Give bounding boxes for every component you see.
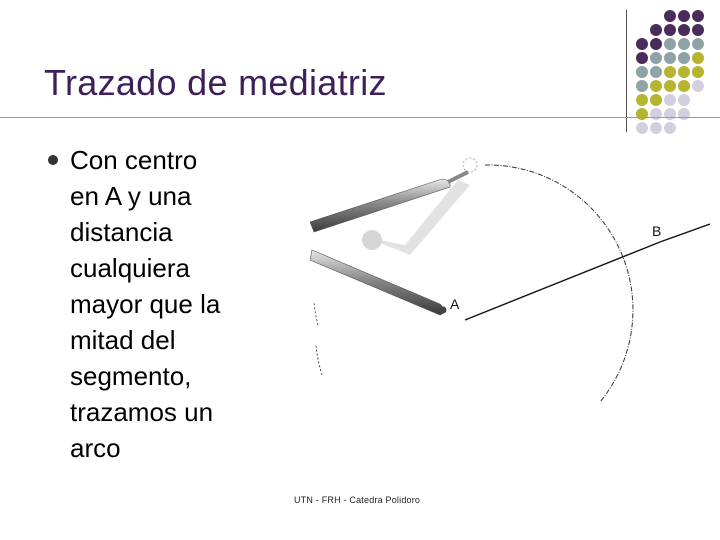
decorative-dot xyxy=(664,66,676,78)
bullet-text: Con centro en A y una distancia cualquiera mayor que la mitad del segmento, trazamos un arco xyxy=(70,145,221,463)
decorative-dot xyxy=(636,80,648,92)
compass-leg-lower xyxy=(310,250,444,315)
decorative-dot xyxy=(678,80,690,92)
decorative-dot xyxy=(692,10,704,22)
page-title: Trazado de mediatriz xyxy=(44,62,387,103)
decorative-dot xyxy=(650,38,662,50)
decorative-dot xyxy=(636,52,648,64)
decorative-dot xyxy=(636,108,648,120)
decorative-dot xyxy=(650,108,662,120)
decorative-dot xyxy=(678,66,690,78)
segment-ab xyxy=(465,242,660,320)
decorative-dot-grid xyxy=(612,8,720,134)
decorative-dot xyxy=(650,24,662,36)
pencil-tip-marker xyxy=(463,158,477,172)
compass-hinge-ghost xyxy=(362,230,382,250)
footer-text: UTN - FRH - Catedra Polidoro xyxy=(294,495,421,505)
decorative-dot xyxy=(692,52,704,64)
decorative-dot xyxy=(650,80,662,92)
decorative-dot xyxy=(678,94,690,106)
decorative-dot xyxy=(664,80,676,92)
compass-construction-figure xyxy=(310,150,710,420)
decorative-dot xyxy=(664,94,676,106)
decorative-dot xyxy=(692,80,704,92)
decorative-dot xyxy=(664,10,676,22)
decorative-dot xyxy=(664,24,676,36)
arc-left-upper xyxy=(314,302,318,325)
compass-needle-point xyxy=(440,307,447,314)
decorative-dot xyxy=(650,66,662,78)
decorative-dot xyxy=(678,10,690,22)
decorative-dot xyxy=(678,38,690,50)
decorative-dot xyxy=(636,94,648,106)
arc xyxy=(485,165,633,402)
decorative-dot xyxy=(678,108,690,120)
decorative-dot xyxy=(692,38,704,50)
decorative-dot xyxy=(650,52,662,64)
decorative-dot xyxy=(678,24,690,36)
decorative-dot xyxy=(650,122,662,134)
decorative-dot xyxy=(692,24,704,36)
arc-left xyxy=(316,345,322,375)
decorative-dot xyxy=(636,66,648,78)
decorative-dot xyxy=(692,66,704,78)
decorative-dot xyxy=(636,122,648,134)
decorative-dot xyxy=(636,38,648,50)
segment-b-extension xyxy=(660,224,710,242)
decorative-dot xyxy=(664,122,676,134)
point-b-label: B xyxy=(652,223,662,239)
bullet-marker xyxy=(48,155,58,165)
point-a-label: A xyxy=(450,296,460,312)
decorative-dot xyxy=(664,38,676,50)
decorative-dot xyxy=(678,52,690,64)
decorative-dot xyxy=(664,52,676,64)
decorative-dot xyxy=(650,94,662,106)
decorative-dot xyxy=(664,108,676,120)
title-divider xyxy=(0,117,720,118)
